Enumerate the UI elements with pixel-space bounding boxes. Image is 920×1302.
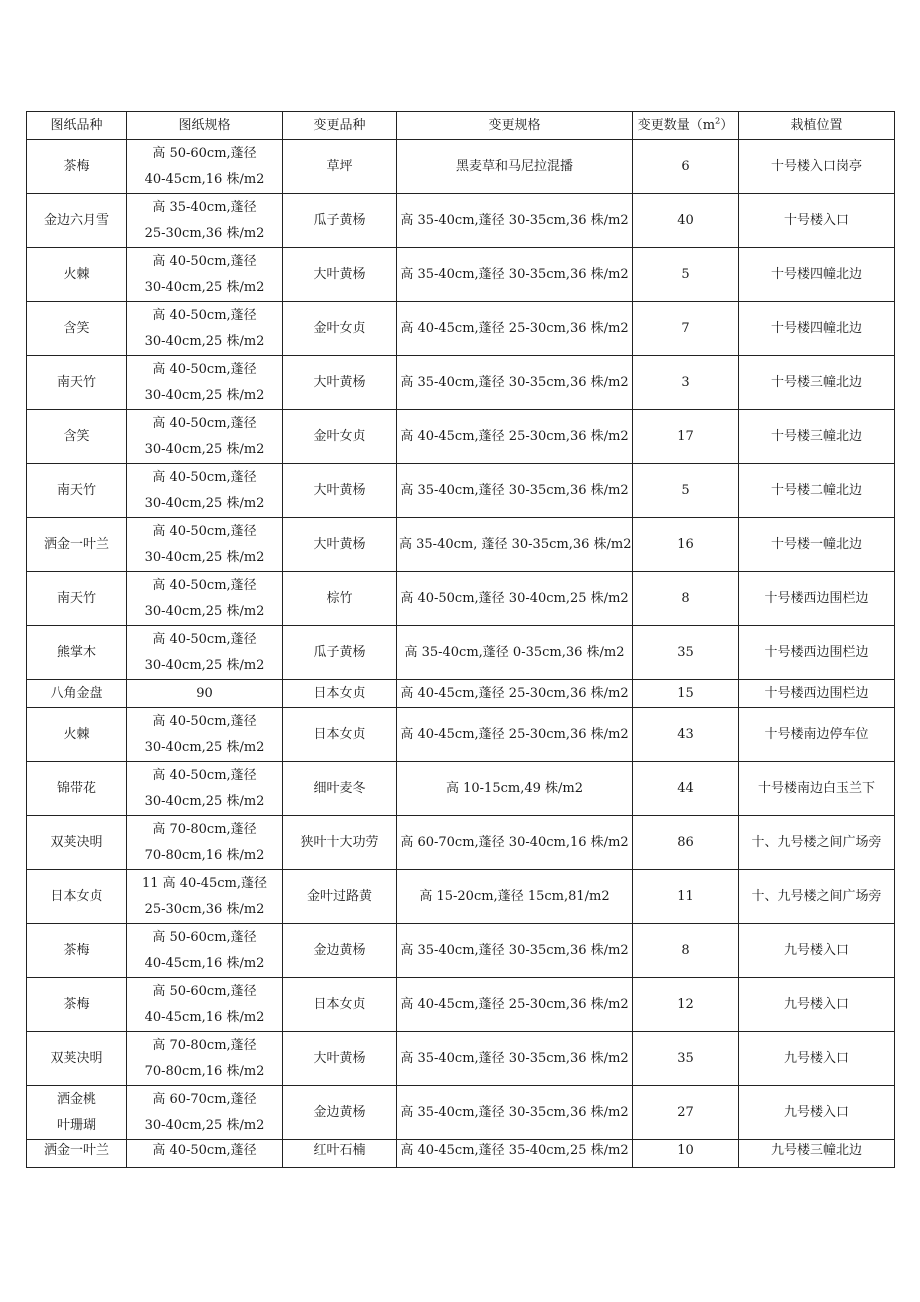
cell-original-spec-line: 90 (196, 685, 213, 701)
cell-original-spec-line: 30-40cm,25 株/m2 (144, 279, 265, 295)
cell-original-spec (127, 248, 283, 302)
cell-quantity: 15 (633, 680, 739, 708)
cell-original-plant (27, 302, 127, 356)
cell-location: 十、九号楼之间广场旁 (739, 816, 895, 870)
plant-change-table (26, 111, 895, 1168)
cell-location: 九号楼入口 (739, 1086, 895, 1140)
cell-original-spec-line: 高 40-50cm,蓬径 (152, 767, 257, 783)
header-new-plant: 变更品种 (283, 112, 397, 140)
cell-original-spec-line: 高 35-40cm,蓬径 (152, 199, 257, 215)
cell-quantity: 6 (633, 140, 739, 194)
cell-original-plant-line: 双荚决明 (50, 1050, 103, 1066)
cell-original-plant-line: 金边六月雪 (43, 212, 109, 228)
cell-original-plant (27, 248, 127, 302)
cell-original-spec (127, 626, 283, 680)
cell-original-spec-line: 40-45cm,16 株/m2 (144, 1009, 265, 1025)
cell-quantity: 35 (633, 1032, 739, 1086)
cell-original-plant-line: 南天竹 (56, 590, 96, 606)
cell-original-spec-line: 30-40cm,25 株/m2 (144, 333, 265, 349)
cell-quantity: 27 (633, 1086, 739, 1140)
cell-new-spec: 高 35-40cm,蓬径 0-35cm,36 株/m2 (397, 626, 633, 680)
cell-location: 九号楼入口 (739, 978, 895, 1032)
cell-original-plant (27, 1086, 127, 1140)
cell-new-plant: 细叶麦冬 (283, 762, 397, 816)
cell-new-plant: 金叶女贞 (283, 410, 397, 464)
cell-original-spec (127, 410, 283, 464)
cell-quantity: 86 (633, 816, 739, 870)
cell-original-plant-line: 火棘 (63, 726, 90, 742)
cell-original-plant-line: 叶珊瑚 (56, 1117, 96, 1133)
cell-original-spec-line: 高 40-50cm,蓬径 (152, 253, 257, 269)
cell-new-plant: 金叶过路黄 (283, 870, 397, 924)
cell-new-spec: 高 40-45cm,蓬径 25-30cm,36 株/m2 (397, 302, 633, 356)
cell-new-spec: 高 35-40cm,蓬径 30-35cm,36 株/m2 (397, 464, 633, 518)
table-body (27, 140, 895, 1168)
cell-original-spec-line: 高 70-80cm,蓬径 (152, 821, 257, 837)
header-location: 栽植位置 (739, 112, 895, 140)
cell-new-spec: 黑麦草和马尼拉混播 (397, 140, 633, 194)
cell-location: 十号楼二幢北边 (739, 464, 895, 518)
cell-original-spec (127, 356, 283, 410)
cell-original-spec (127, 870, 283, 924)
cell-original-plant-line: 熊掌木 (56, 644, 96, 660)
cell-original-spec-line: 30-40cm,25 株/m2 (144, 1117, 265, 1133)
cell-new-plant: 大叶黄杨 (283, 356, 397, 410)
cell-original-spec-line: 高 40-50cm,蓬径 (152, 1143, 257, 1158)
cell-new-plant: 大叶黄杨 (283, 248, 397, 302)
cell-quantity: 12 (633, 978, 739, 1032)
table-row (27, 816, 895, 870)
table-row (27, 1032, 895, 1086)
cell-new-plant: 日本女贞 (283, 708, 397, 762)
cell-new-spec: 高 35-40cm,蓬径 30-35cm,36 株/m2 (397, 194, 633, 248)
cell-new-plant: 草坪 (283, 140, 397, 194)
cell-quantity: 40 (633, 194, 739, 248)
cell-original-spec-line: 70-80cm,16 株/m2 (144, 847, 265, 863)
cell-new-plant: 大叶黄杨 (283, 464, 397, 518)
cell-original-plant-line: 南天竹 (56, 374, 96, 390)
header-quantity: 变更数量$(m^2)$ (633, 112, 739, 140)
cell-new-spec: 高 40-45cm,蓬径 25-30cm,36 株/m2 (397, 410, 633, 464)
cell-original-plant-line: 洒金桃 (56, 1091, 96, 1107)
cell-original-plant-line: 火棘 (63, 266, 90, 282)
cell-new-plant: 大叶黄杨 (283, 518, 397, 572)
cell-original-spec-line: 30-40cm,25 株/m2 (144, 603, 265, 619)
cell-original-spec-line: 30-40cm,25 株/m2 (144, 739, 265, 755)
cell-quantity: 10 (633, 1140, 739, 1168)
cell-original-spec-line: 高 40-50cm,蓬径 (152, 469, 257, 485)
cell-location: 九号楼入口 (739, 1032, 895, 1086)
cell-original-spec-line: 高 40-50cm,蓬径 (152, 577, 257, 593)
cell-original-plant (27, 816, 127, 870)
header-original-spec: 图纸规格 (127, 112, 283, 140)
cell-quantity: 35 (633, 626, 739, 680)
cell-original-spec (127, 708, 283, 762)
cell-new-spec: 高 35-40cm,蓬径 30-35cm,36 株/m2 (397, 924, 633, 978)
cell-original-spec (127, 518, 283, 572)
cell-location: 十号楼入口岗亭 (739, 140, 895, 194)
table-row (27, 194, 895, 248)
cell-location: 十号楼一幢北边 (739, 518, 895, 572)
cell-new-spec: 高 10-15cm,49 株/m2 (397, 762, 633, 816)
cell-original-spec-line: 高 50-60cm,蓬径 (152, 145, 257, 161)
table-row (27, 572, 895, 626)
table-row (27, 302, 895, 356)
cell-original-spec (127, 762, 283, 816)
table-row (27, 248, 895, 302)
table-row (27, 410, 895, 464)
cell-original-plant-line: 茶梅 (63, 996, 90, 1012)
cell-new-spec: 高 40-45cm,蓬径 25-30cm,36 株/m2 (397, 680, 633, 708)
cell-new-plant: 狭叶十大功劳 (283, 816, 397, 870)
cell-original-spec-line: 11 高 40-45cm,蓬径 (141, 875, 268, 891)
cell-original-plant (27, 356, 127, 410)
cell-original-spec-line: 高 40-50cm,蓬径 (152, 713, 257, 729)
cell-new-plant: 金边黄杨 (283, 924, 397, 978)
cell-new-plant: 大叶黄杨 (283, 1032, 397, 1086)
cell-original-plant-line: 含笑 (63, 320, 90, 336)
cell-quantity: 43 (633, 708, 739, 762)
header-original-plant: 图纸品种 (27, 112, 127, 140)
cell-original-plant (27, 680, 127, 708)
cell-original-spec-line: 高 70-80cm,蓬径 (152, 1037, 257, 1053)
cell-original-spec (127, 680, 283, 708)
cell-original-spec-line: 30-40cm,25 株/m2 (144, 387, 265, 403)
cell-original-spec-line: 高 40-50cm,蓬径 (152, 523, 257, 539)
table-row (27, 680, 895, 708)
cell-original-plant (27, 870, 127, 924)
cell-original-spec-line: 40-45cm,16 株/m2 (144, 171, 265, 187)
cell-new-plant: 金边黄杨 (283, 1086, 397, 1140)
table-row (27, 870, 895, 924)
header-new-spec: 变更规格 (397, 112, 633, 140)
cell-new-spec: 高 15-20cm,蓬径 15cm,81/m2 (397, 870, 633, 924)
cell-quantity: 8 (633, 572, 739, 626)
cell-original-spec (127, 572, 283, 626)
cell-original-plant (27, 924, 127, 978)
cell-original-spec (127, 194, 283, 248)
cell-original-spec (127, 924, 283, 978)
table-row (27, 1140, 895, 1168)
cell-quantity: 5 (633, 464, 739, 518)
cell-original-spec-line: 高 40-50cm,蓬径 (152, 307, 257, 323)
cell-quantity: 11 (633, 870, 739, 924)
cell-original-spec (127, 816, 283, 870)
cell-location: 十号楼三幢北边 (739, 356, 895, 410)
cell-new-plant: 金叶女贞 (283, 302, 397, 356)
cell-original-plant-line: 茶梅 (63, 158, 90, 174)
table-row (27, 708, 895, 762)
cell-original-spec-line: 高 40-50cm,蓬径 (152, 361, 257, 377)
cell-location: 九号楼入口 (739, 924, 895, 978)
cell-original-plant (27, 464, 127, 518)
table-row (27, 762, 895, 816)
cell-new-spec: 高 35-40cm,蓬径 30-35cm,36 株/m2 (397, 1086, 633, 1140)
cell-original-spec-line: 70-80cm,16 株/m2 (144, 1063, 265, 1079)
cell-original-spec (127, 1032, 283, 1086)
cell-quantity: 44 (633, 762, 739, 816)
cell-original-plant (27, 1140, 127, 1168)
cell-location: 十号楼西边围栏边 (739, 572, 895, 626)
cell-new-spec: 高 35-40cm,蓬径 30-35cm,36 株/m2 (397, 248, 633, 302)
cell-location: 十号楼南边白玉兰下 (739, 762, 895, 816)
cell-new-plant: 瓜子黄杨 (283, 194, 397, 248)
cell-original-spec-line: 30-40cm,25 株/m2 (144, 549, 265, 565)
cell-location: 十号楼入口 (739, 194, 895, 248)
cell-original-plant-line: 八角金盘 (50, 685, 103, 701)
cell-original-spec-line: 高 50-60cm,蓬径 (152, 983, 257, 999)
cell-original-plant-line: 洒金一叶兰 (43, 1143, 109, 1158)
cell-new-spec: 高 35-40cm,蓬径 30-35cm,36 株/m2 (397, 1032, 633, 1086)
cell-location: 十号楼四幢北边 (739, 302, 895, 356)
table-row (27, 464, 895, 518)
cell-original-spec-line: 30-40cm,25 株/m2 (144, 793, 265, 809)
cell-quantity: 7 (633, 302, 739, 356)
cell-new-spec: 高 40-45cm,蓬径 25-30cm,36 株/m2 (397, 708, 633, 762)
cell-location: 十号楼南边停车位 (739, 708, 895, 762)
cell-original-spec (127, 140, 283, 194)
cell-new-spec: 高 40-50cm,蓬径 30-40cm,25 株/m2 (397, 572, 633, 626)
cell-new-spec: 高 35-40cm,蓬径 30-35cm,36 株/m2 (397, 356, 633, 410)
cell-new-plant: 瓜子黄杨 (283, 626, 397, 680)
cell-original-spec-line: 25-30cm,36 株/m2 (144, 901, 265, 917)
cell-quantity: 3 (633, 356, 739, 410)
cell-quantity: 8 (633, 924, 739, 978)
cell-location: 十号楼四幢北边 (739, 248, 895, 302)
cell-original-plant (27, 572, 127, 626)
cell-new-plant: 红叶石楠 (283, 1140, 397, 1168)
table-row (27, 924, 895, 978)
table-row (27, 978, 895, 1032)
cell-new-plant: 日本女贞 (283, 680, 397, 708)
cell-original-spec-line: 高 50-60cm,蓬径 (152, 929, 257, 945)
cell-original-plant-line: 含笑 (63, 428, 90, 444)
cell-original-plant-line: 锦带花 (56, 780, 96, 796)
cell-new-plant: 日本女贞 (283, 978, 397, 1032)
cell-original-spec-line: 30-40cm,25 株/m2 (144, 441, 265, 457)
cell-original-plant (27, 194, 127, 248)
cell-original-spec-line: 高 60-70cm,蓬径 (152, 1091, 257, 1107)
cell-new-plant: 棕竹 (283, 572, 397, 626)
cell-location: 十号楼西边围栏边 (739, 626, 895, 680)
cell-original-spec-line: 25-30cm,36 株/m2 (144, 225, 265, 241)
cell-original-plant (27, 1032, 127, 1086)
cell-location: 十号楼西边围栏边 (739, 680, 895, 708)
cell-original-spec-line: 高 40-50cm,蓬径 (152, 631, 257, 647)
cell-original-spec (127, 1140, 283, 1168)
cell-original-spec (127, 1086, 283, 1140)
cell-new-spec: 高 40-45cm,蓬径 25-30cm,36 株/m2 (397, 978, 633, 1032)
cell-original-plant (27, 626, 127, 680)
cell-location: 九号楼三幢北边 (739, 1140, 895, 1168)
table-row (27, 140, 895, 194)
table-header-row (27, 112, 895, 140)
cell-original-plant-line: 南天竹 (56, 482, 96, 498)
cell-original-plant (27, 140, 127, 194)
cell-quantity: 16 (633, 518, 739, 572)
cell-location: 十号楼三幢北边 (739, 410, 895, 464)
cell-original-plant (27, 708, 127, 762)
cell-quantity: 5 (633, 248, 739, 302)
cell-original-spec-line: 30-40cm,25 株/m2 (144, 657, 265, 673)
cell-original-plant-line: 洒金一叶兰 (43, 536, 109, 552)
cell-new-spec: 高 35-40cm, 蓬径 30-35cm,36 株/m2 (397, 518, 633, 572)
cell-quantity: 17 (633, 410, 739, 464)
cell-original-plant-line: 茶梅 (63, 942, 90, 958)
cell-location: 十、九号楼之间广场旁 (739, 870, 895, 924)
cell-original-spec (127, 464, 283, 518)
table-row (27, 1086, 895, 1140)
cell-new-spec: 高 40-45cm,蓬径 35-40cm,25 株/m2 (397, 1140, 633, 1168)
table-row (27, 356, 895, 410)
cell-original-spec (127, 978, 283, 1032)
cell-original-plant (27, 518, 127, 572)
cell-original-plant (27, 410, 127, 464)
cell-original-spec-line: 30-40cm,25 株/m2 (144, 495, 265, 511)
cell-original-spec-line: 40-45cm,16 株/m2 (144, 955, 265, 971)
cell-original-plant-line: 日本女贞 (50, 888, 103, 904)
cell-original-plant (27, 978, 127, 1032)
cell-original-spec-line: 高 40-50cm,蓬径 (152, 415, 257, 431)
table-row (27, 518, 895, 572)
cell-original-plant (27, 762, 127, 816)
cell-original-plant-line: 双荚决明 (50, 834, 103, 850)
cell-original-spec (127, 302, 283, 356)
cell-new-spec: 高 60-70cm,蓬径 30-40cm,16 株/m2 (397, 816, 633, 870)
table-row (27, 626, 895, 680)
